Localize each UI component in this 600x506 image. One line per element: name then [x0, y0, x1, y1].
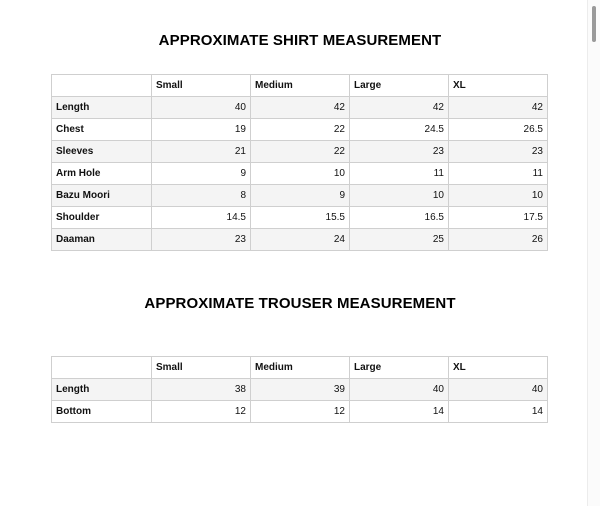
cell-medium: 22: [251, 119, 350, 141]
trouser-measurement-table: [51, 356, 548, 423]
table-row: [52, 185, 548, 207]
table-row: [52, 379, 548, 401]
column-header-small: Small: [152, 75, 251, 97]
row-label: Sleeves: [52, 141, 152, 163]
trouser-measurement-title: APPROXIMATE TROUSER MEASUREMENT: [144, 295, 456, 312]
cell-medium: 12: [251, 401, 350, 423]
column-header-large: Large: [350, 75, 449, 97]
cell-large: 14: [350, 401, 449, 423]
table-row: [52, 207, 548, 229]
row-label: Chest: [52, 119, 152, 141]
cell-large: 42: [350, 97, 449, 119]
cell-large: 11: [350, 163, 449, 185]
cell-small: 38: [152, 379, 251, 401]
table-header-row: [52, 357, 548, 379]
table-row: [52, 163, 548, 185]
cell-xl: 11: [449, 163, 548, 185]
cell-small: 21: [152, 141, 251, 163]
row-label: Bazu Moori: [52, 185, 152, 207]
column-header-empty: [52, 357, 152, 379]
cell-xl: 23: [449, 141, 548, 163]
cell-xl: 17.5: [449, 207, 548, 229]
vertical-scrollbar[interactable]: [587, 0, 600, 506]
row-label: Length: [52, 97, 152, 119]
column-header-small: Small: [152, 357, 251, 379]
column-header-medium: Medium: [251, 75, 350, 97]
cell-medium: 15.5: [251, 207, 350, 229]
column-header-empty: [52, 75, 152, 97]
row-label: Bottom: [52, 401, 152, 423]
cell-xl: 10: [449, 185, 548, 207]
column-header-large: Large: [350, 357, 449, 379]
cell-xl: 14: [449, 401, 548, 423]
table-row: [52, 401, 548, 423]
row-label: Length: [52, 379, 152, 401]
cell-xl: 42: [449, 97, 548, 119]
column-header-medium: Medium: [251, 357, 350, 379]
column-header-xl: XL: [449, 357, 548, 379]
cell-medium: 10: [251, 163, 350, 185]
cell-medium: 22: [251, 141, 350, 163]
cell-large: 40: [350, 379, 449, 401]
cell-small: 19: [152, 119, 251, 141]
cell-xl: 26: [449, 229, 548, 251]
shirt-measurement-title: APPROXIMATE SHIRT MEASUREMENT: [158, 32, 442, 49]
cell-medium: 42: [251, 97, 350, 119]
column-header-xl: XL: [449, 75, 548, 97]
cell-small: 8: [152, 185, 251, 207]
table-row: [52, 97, 548, 119]
cell-xl: 26.5: [449, 119, 548, 141]
cell-small: 14.5: [152, 207, 251, 229]
row-label: Daaman: [52, 229, 152, 251]
cell-large: 23: [350, 141, 449, 163]
cell-small: 12: [152, 401, 251, 423]
cell-medium: 9: [251, 185, 350, 207]
cell-large: 25: [350, 229, 449, 251]
cell-small: 40: [152, 97, 251, 119]
cell-small: 9: [152, 163, 251, 185]
shirt-measurement-table: [51, 74, 548, 251]
scrollbar-thumb[interactable]: [592, 6, 596, 42]
table-row: [52, 119, 548, 141]
cell-large: 24.5: [350, 119, 449, 141]
cell-small: 23: [152, 229, 251, 251]
table-row: [52, 229, 548, 251]
table-row: [52, 141, 548, 163]
table-header-row: [52, 75, 548, 97]
cell-medium: 24: [251, 229, 350, 251]
row-label: Arm Hole: [52, 163, 152, 185]
cell-medium: 39: [251, 379, 350, 401]
row-label: Shoulder: [52, 207, 152, 229]
cell-large: 16.5: [350, 207, 449, 229]
cell-xl: 40: [449, 379, 548, 401]
cell-large: 10: [350, 185, 449, 207]
